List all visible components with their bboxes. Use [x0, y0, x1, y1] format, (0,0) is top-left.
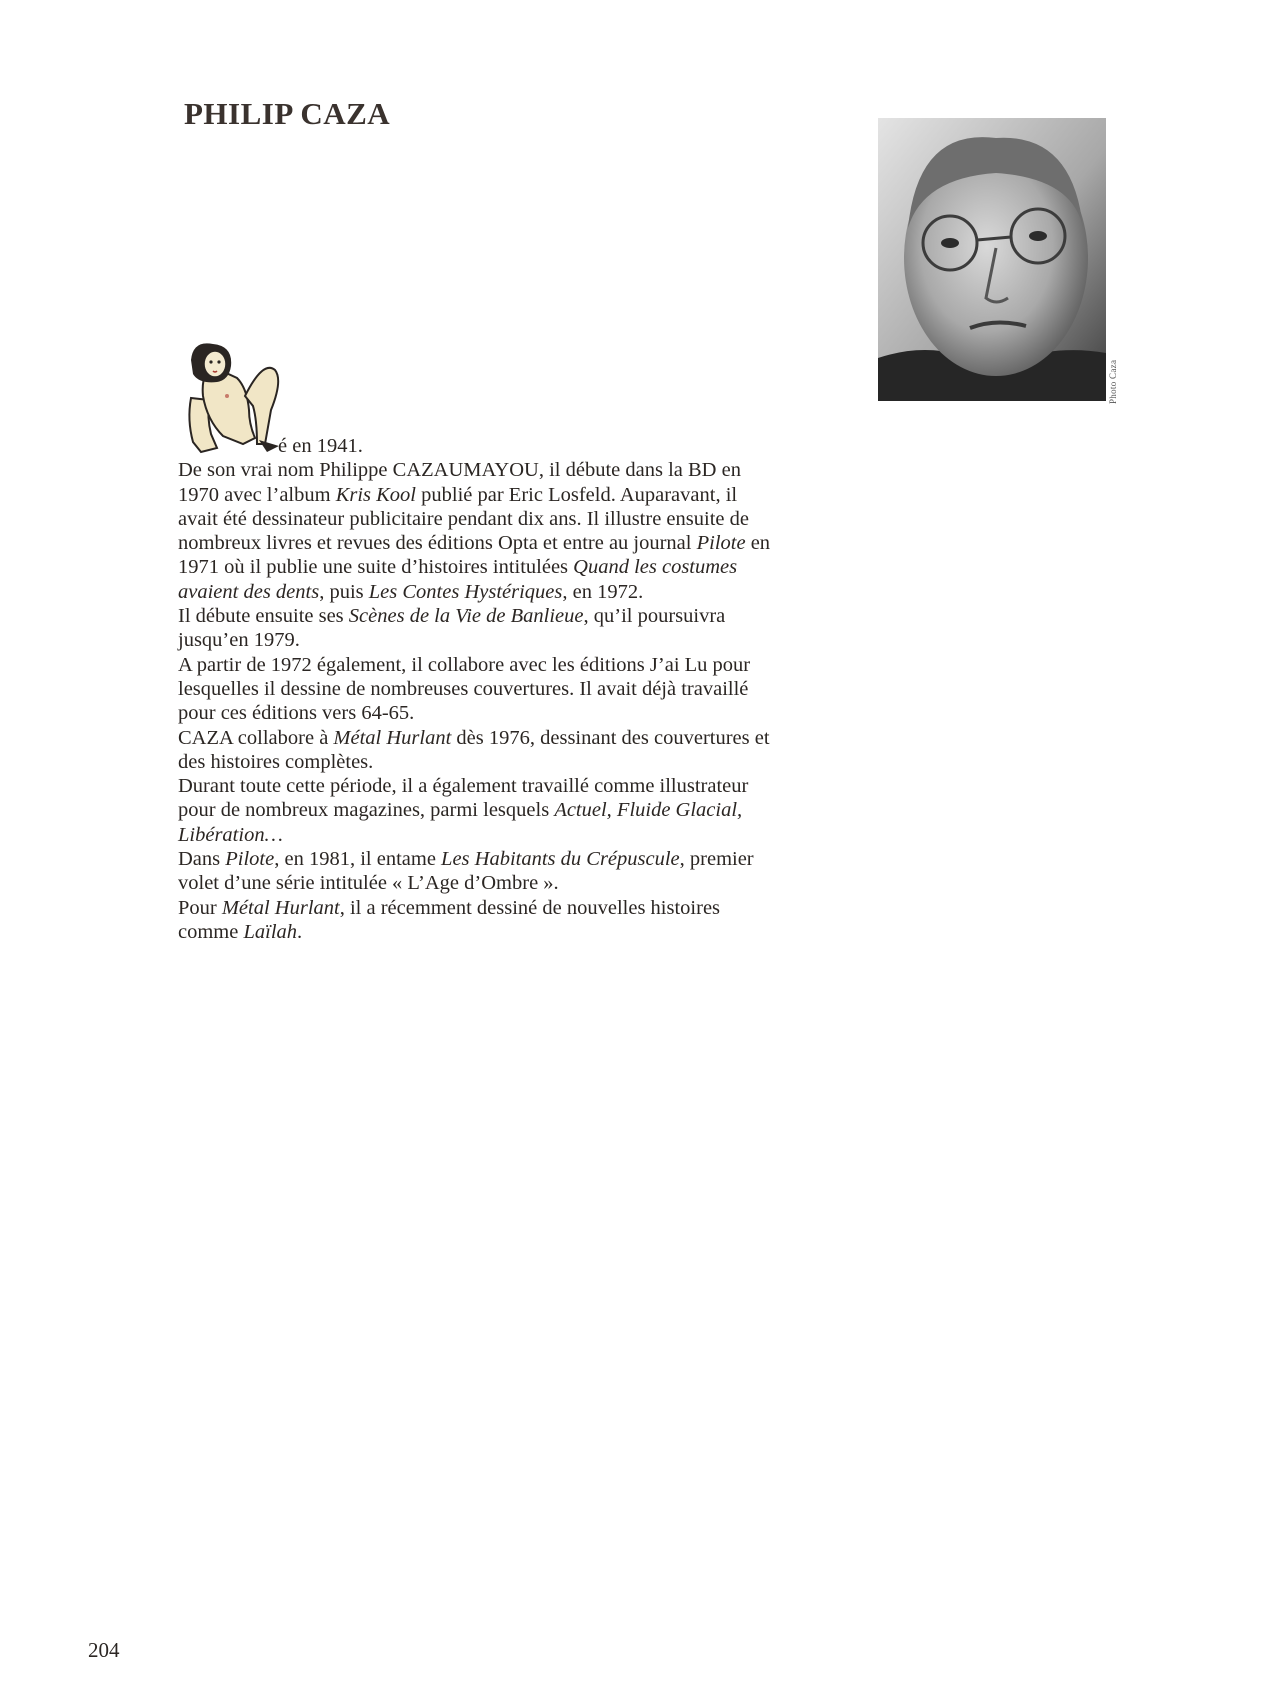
italic-title: Métal Hurlant [221, 896, 340, 919]
text-run: , en 1981, il entame [274, 848, 442, 871]
author-portrait-photo [878, 118, 1106, 401]
italic-title: Actuel, Fluide Glacial, Libération… [178, 799, 743, 846]
bio-paragraph [178, 726, 778, 775]
bio-paragraph [178, 434, 778, 458]
italic-title: Pilote [225, 848, 275, 871]
bio-paragraph [178, 774, 778, 847]
text-run: A partir de 1972 également, il collabore avec les éditions J’ai Lu pour lesquelles il dessine de nombreuses couvertures. Il avait déjà travaillé pour ces éditions vers 64-65. [178, 653, 751, 725]
text-run: Pour [178, 896, 222, 919]
text-run: , qu’il poursuivra jusqu’en 1979. [178, 605, 726, 652]
italic-title: Pilote [696, 532, 746, 555]
text-run: , premier volet d’une série intitulée « L’Age d’Ombre ». [178, 848, 754, 895]
text-run: , il a récemment dessiné de nouvelles histoires comme [178, 896, 721, 943]
text-run: é en 1941. [278, 435, 363, 457]
text-run: , puis [319, 580, 369, 603]
bio-paragraph [178, 458, 778, 604]
italic-title: Laïlah [243, 920, 298, 943]
text-run: dès 1976, dessinant des couvertures et des histoires complètes. [178, 726, 770, 773]
text-run: Il débute ensuite ses [178, 605, 349, 628]
text-run: De son vrai nom Philippe CAZAUMAYOU, il débute dans la BD en 1970 avec l’album [178, 459, 741, 506]
text-run: Durant toute cette période, il a également travaillé comme illustrateur pour de nombreux magazines, parmi lesquels [178, 775, 749, 822]
text-run: , en 1972. [562, 580, 644, 603]
text-run: . [297, 920, 303, 943]
italic-title: Les Contes Hystériques [368, 580, 563, 603]
page-title: PHILIP CAZA [184, 96, 391, 131]
bio-paragraph [178, 604, 778, 653]
biography-text [178, 434, 778, 944]
italic-title: Les Habitants du Crépuscule [441, 848, 680, 871]
text-run: Dans [178, 848, 226, 871]
italic-title: Scènes de la Vie de Banlieue [348, 605, 584, 628]
text-run: CAZA collabore à [178, 726, 334, 749]
text-run: en 1971 où il publie une suite d’histoires intitulées [178, 532, 771, 579]
bio-paragraph [178, 896, 778, 945]
bio-paragraph [178, 847, 778, 896]
text-run: publié par Eric Losfeld. Auparavant, il avait été dessinateur publicitaire pendant dix ans. Il illustre ensuite de nombreux livres et revues des éditions Opta et entre au journal [178, 483, 749, 555]
italic-title: Métal Hurlant [333, 726, 452, 749]
page-number: 204 [88, 1638, 120, 1662]
bio-paragraph [178, 653, 778, 726]
photo-credit: Photo Caza [1108, 359, 1118, 404]
italic-title: Quand les costumes avaient des dents [178, 556, 738, 603]
italic-title: Kris Kool [335, 483, 417, 506]
